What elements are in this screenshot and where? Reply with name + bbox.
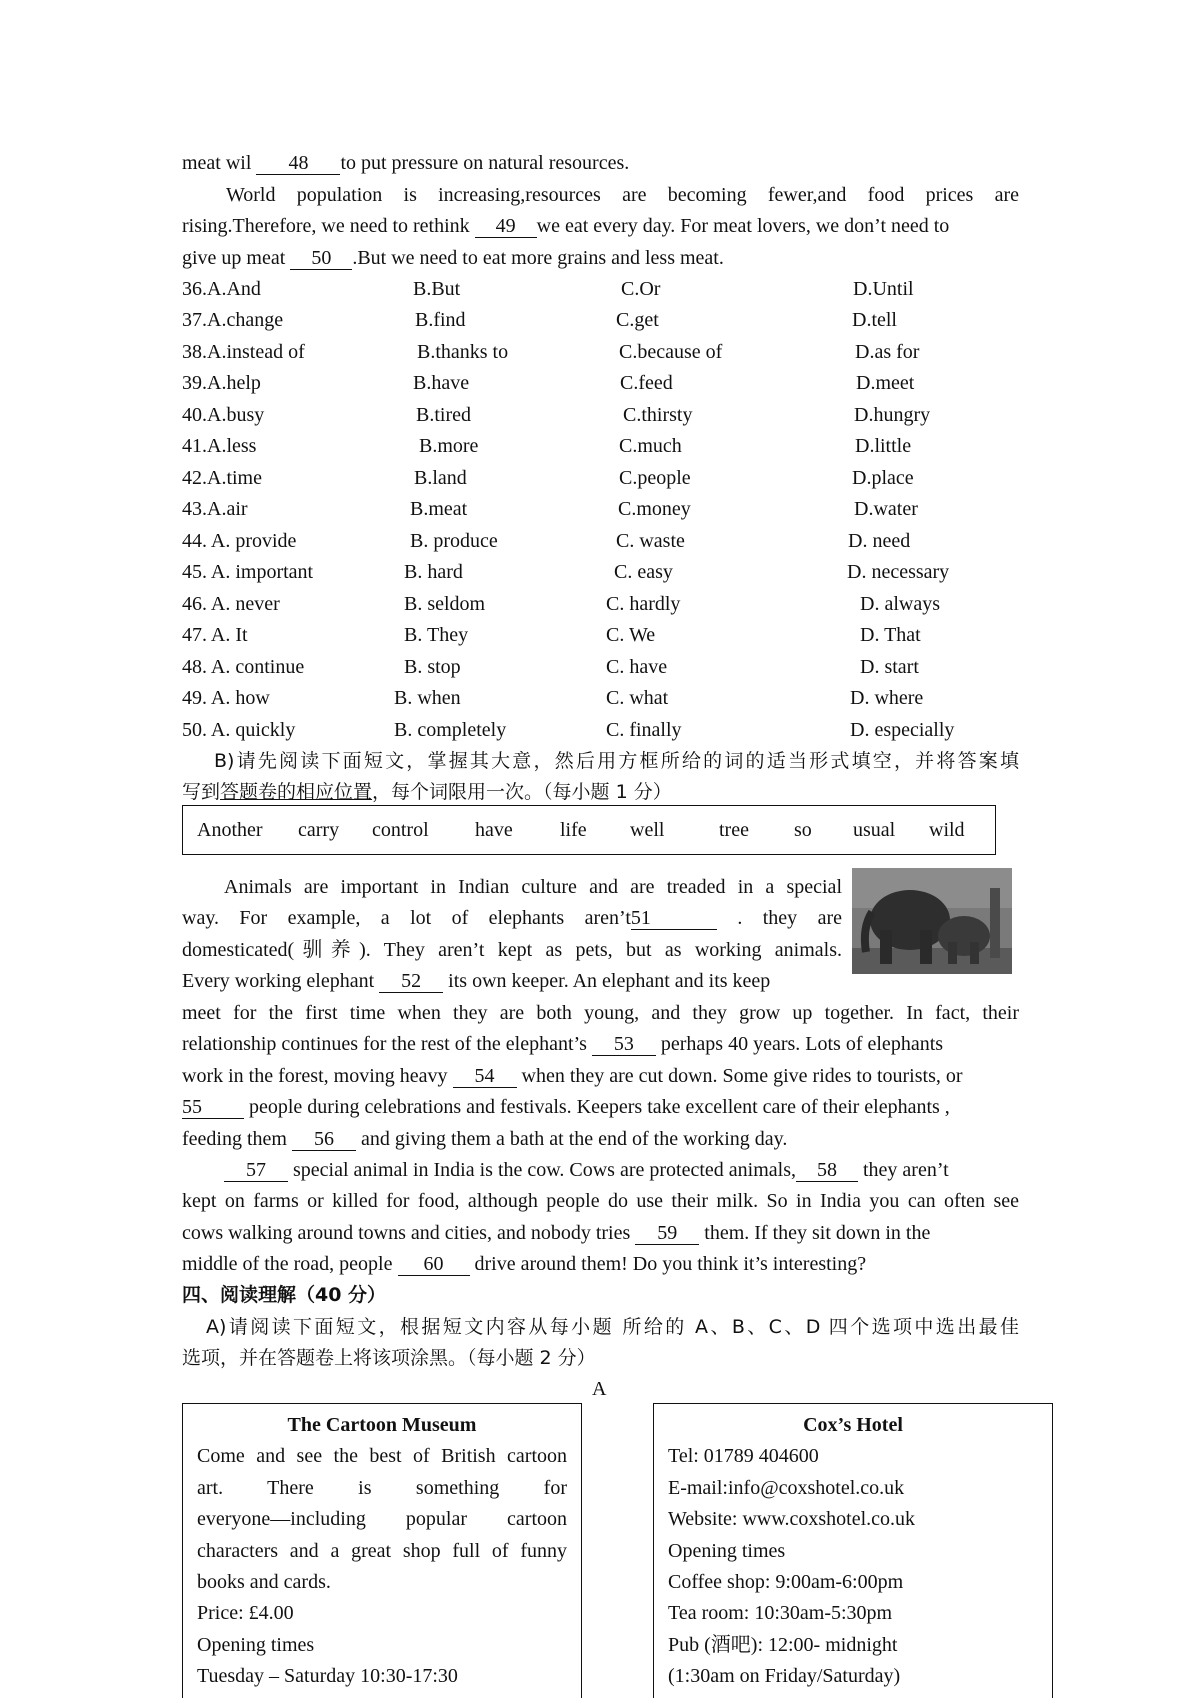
word-option: well	[630, 819, 665, 841]
cartoon-museum-box: The Cartoon Museum Come and see the best of British cartoon art. There is something for everyone—including popular cartoon characters and a great shop full of funny books and cards. Price: £4.00 Opening times Tuesday – Saturday 10:30-17:30	[182, 1403, 582, 1698]
option-row: 44. A. provide B. produce C. waste D. need	[182, 530, 911, 552]
word-option: wild	[929, 819, 965, 841]
blank-57: 57	[224, 1159, 288, 1182]
word-option: so	[794, 819, 812, 841]
option-row: 48. A. continue B. stop C. have D. start	[182, 656, 919, 678]
blank-60: 60	[398, 1253, 470, 1276]
option-row: 37.A.change B.find C.get D.tell	[182, 309, 897, 331]
option-row: 38.A.instead of B.thanks to C.because of D.as for	[182, 341, 920, 363]
blank-54: 54	[453, 1065, 517, 1088]
option-row: 43.A.air B.meat C.money D.water	[182, 498, 918, 520]
option-row: 39.A.help B.have C.feed D.meet	[182, 372, 915, 394]
section-b-instructions: B)请先阅读下面短文，掌握其大意，然后用方框所给的词的适当形式填空，并将答案填 写到答题卷的相应位置，每个词限用一次。（每小题 1 分）	[182, 750, 1019, 804]
passage-letter: A	[592, 1378, 607, 1400]
elephant-passage-top: Animals are important in Indian culture and are treaded in a special way. For example, a lot of elephants aren’t51 . they are domesticated(驯养). They aren’t kept as pets, but as working animals. Every working elephant 52 its own keeper. An elephant and its keep	[182, 876, 842, 993]
option-row: 46. A. never B. seldom C. hardly D. always	[182, 593, 940, 615]
option-row: 41.A.less B.more C.much D.little	[182, 435, 912, 457]
blank-49: 49	[475, 215, 537, 238]
section-4-instructions: A)请阅读下面短文，根据短文内容从每小题 所给的 A、B、C、D 四个选项中选出最佳 选项，并在答题卷上将该项涂黑。（每小题 2 分）	[182, 1316, 1019, 1370]
word-option: carry	[298, 819, 340, 841]
word-option: control	[372, 819, 429, 841]
word-box	[182, 805, 996, 855]
blank-50: 50	[290, 247, 352, 270]
cartoon-museum-title: The Cartoon Museum	[287, 1414, 477, 1436]
option-row: 40.A.busy B.tired C.thirsty D.hungry	[182, 404, 931, 426]
blank-48: 48	[256, 152, 340, 175]
blank-53: 53	[592, 1033, 656, 1056]
word-option: Another	[197, 819, 263, 841]
word-option: have	[475, 819, 513, 841]
option-row: 36.A.And B.But C.Or D.Until	[182, 278, 914, 300]
word-option: usual	[853, 819, 896, 841]
blank-56: 56	[292, 1128, 356, 1151]
elephant-photo	[852, 868, 1012, 974]
word-option: tree	[719, 819, 749, 841]
blank-52: 52	[379, 970, 443, 993]
word-option: life	[560, 819, 587, 841]
coxs-hotel-box: Cox’s Hotel Tel: 01789 404600 E-mail:info@coxshotel.co.uk Website: www.coxshotel.co.uk Opening times Coffee shop: 9:00am-6:00pm Tea room: 10:30am-5:30pm Pub (酒吧): 12:00- midnight (1:30am on Friday/Saturday)	[653, 1403, 1053, 1698]
elephant-passage: meet for the first time when they are both young, and they grow up together. In fact, their relationship continues for the rest of the elephant’s 53 perhaps 40 years. Lots of elephants work in the forest, moving heavy 54 when they are cut down. Some give rides to tourists, or 55 people during celebrations and festivals. Keepers take excellent care of their elephants , feeding them 56 and giving them a bath at the end of the working day. 57 special animal in India is the cow. Cows are protected animals, 58 they aren’t kept on farms or killed for food, although people do use their milk. So in India you can often see cows walking around towns and cities, and nobody tries 59 them. If they sit down in the middle of the road, people 60 drive around them! Do you think it’s interesting?	[182, 1002, 1019, 1276]
blank-51: 51	[631, 907, 717, 930]
passage-paragraph: World population is increasing,resources are becoming fewer,and food prices are rising.Therefore, we need to rethink 49 we eat every day. For meat lovers, we don’t need to give up meat 50 .But we need to eat more grains and less meat.	[182, 184, 1019, 269]
section-4-heading: 四、阅读理解（40 分）	[182, 1284, 387, 1306]
option-row: 42.A.time B.land C.people D.place	[182, 467, 914, 489]
coxs-hotel-title: Cox’s Hotel	[803, 1414, 903, 1436]
option-row: 49. A. how B. when C. what D. where	[182, 687, 924, 709]
blank-59: 59	[635, 1222, 699, 1245]
option-row: 45. A. important B. hard C. easy D. necessary	[182, 561, 950, 583]
option-row: 47. A. It B. They C. We D. That	[182, 624, 921, 646]
passage-line: meat wil 48 to put pressure on natural resources.	[182, 152, 630, 174]
blank-58: 58	[796, 1159, 858, 1182]
blank-55: 55	[182, 1096, 244, 1119]
option-row: 50. A. quickly B. completely C. finally D. especially	[182, 719, 955, 741]
